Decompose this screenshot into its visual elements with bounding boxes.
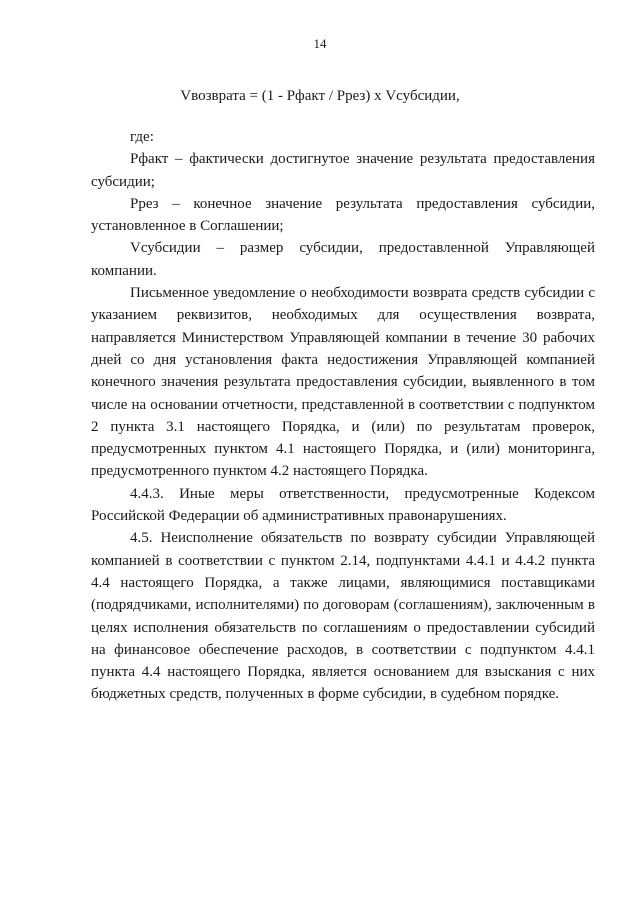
paragraph-notification: Письменное уведомление о необходимости возврата средств субсидии с указанием реквизитов, необходимых для осуществления возврата, направляется Министерством Управляющей компании в течение 30 рабочих дней со дня установления факта недостижения Управляющей компанией конечного значения результата предоставления субсидии, выявленного в том числе на основании отчетности, представленной в соответствии с подпунктом 2 пункта 3.1 настоящего Порядка, и (или) по результатам проверок, предусмотренных пунктом 4.1 настоящего Порядка, и (или) мониторинга, предусмотренного пунктом 4.2 настоящего Порядка.	[91, 285, 595, 480]
where-label: где:	[130, 129, 154, 145]
paragraph-4-4-3: 4.4.3. Иные меры ответственности, предусмотренные Кодексом Российской Федерации об административных правонарушениях.	[91, 485, 595, 525]
refund-formula: Vвозврата = (1 - Рфакт / Ррез) х Vсубсидии,	[180, 88, 460, 104]
paragraph-4-5: 4.5. Неисполнение обязательств по возврату субсидии Управляющей компанией в соответствии с пунктом 2.14, подпунктами 4.4.1 и 4.4.2 пункта 4.4 настоящего Порядка, а также лицами, являющимися поставщиками (подрядчиками, исполнителями) по договорам (соглашениям), заключенным в целях исполнения обязательств по соглашениям о предоставлении субсидий на финансовое обеспечение расходов, в соответствии с подпунктом 4.4.1 пункта 4.4 настоящего Порядка, является основанием для взыскания с них бюджетных средств, полученных в форме субсидии, в судебном порядке.	[91, 530, 595, 703]
definition-vsubsidii: Vсубсидии – размер субсидии, предоставленной Управляющей компании.	[91, 240, 595, 279]
document-body	[91, 126, 595, 706]
page-number: 14	[313, 36, 327, 51]
definition-prez: Ррез – конечное значение результата предоставления субсидии, установленное в Соглашении;	[91, 195, 595, 235]
definition-pfakt: Рфакт – фактически достигнутое значение результата предоставления субсидии;	[91, 151, 595, 190]
